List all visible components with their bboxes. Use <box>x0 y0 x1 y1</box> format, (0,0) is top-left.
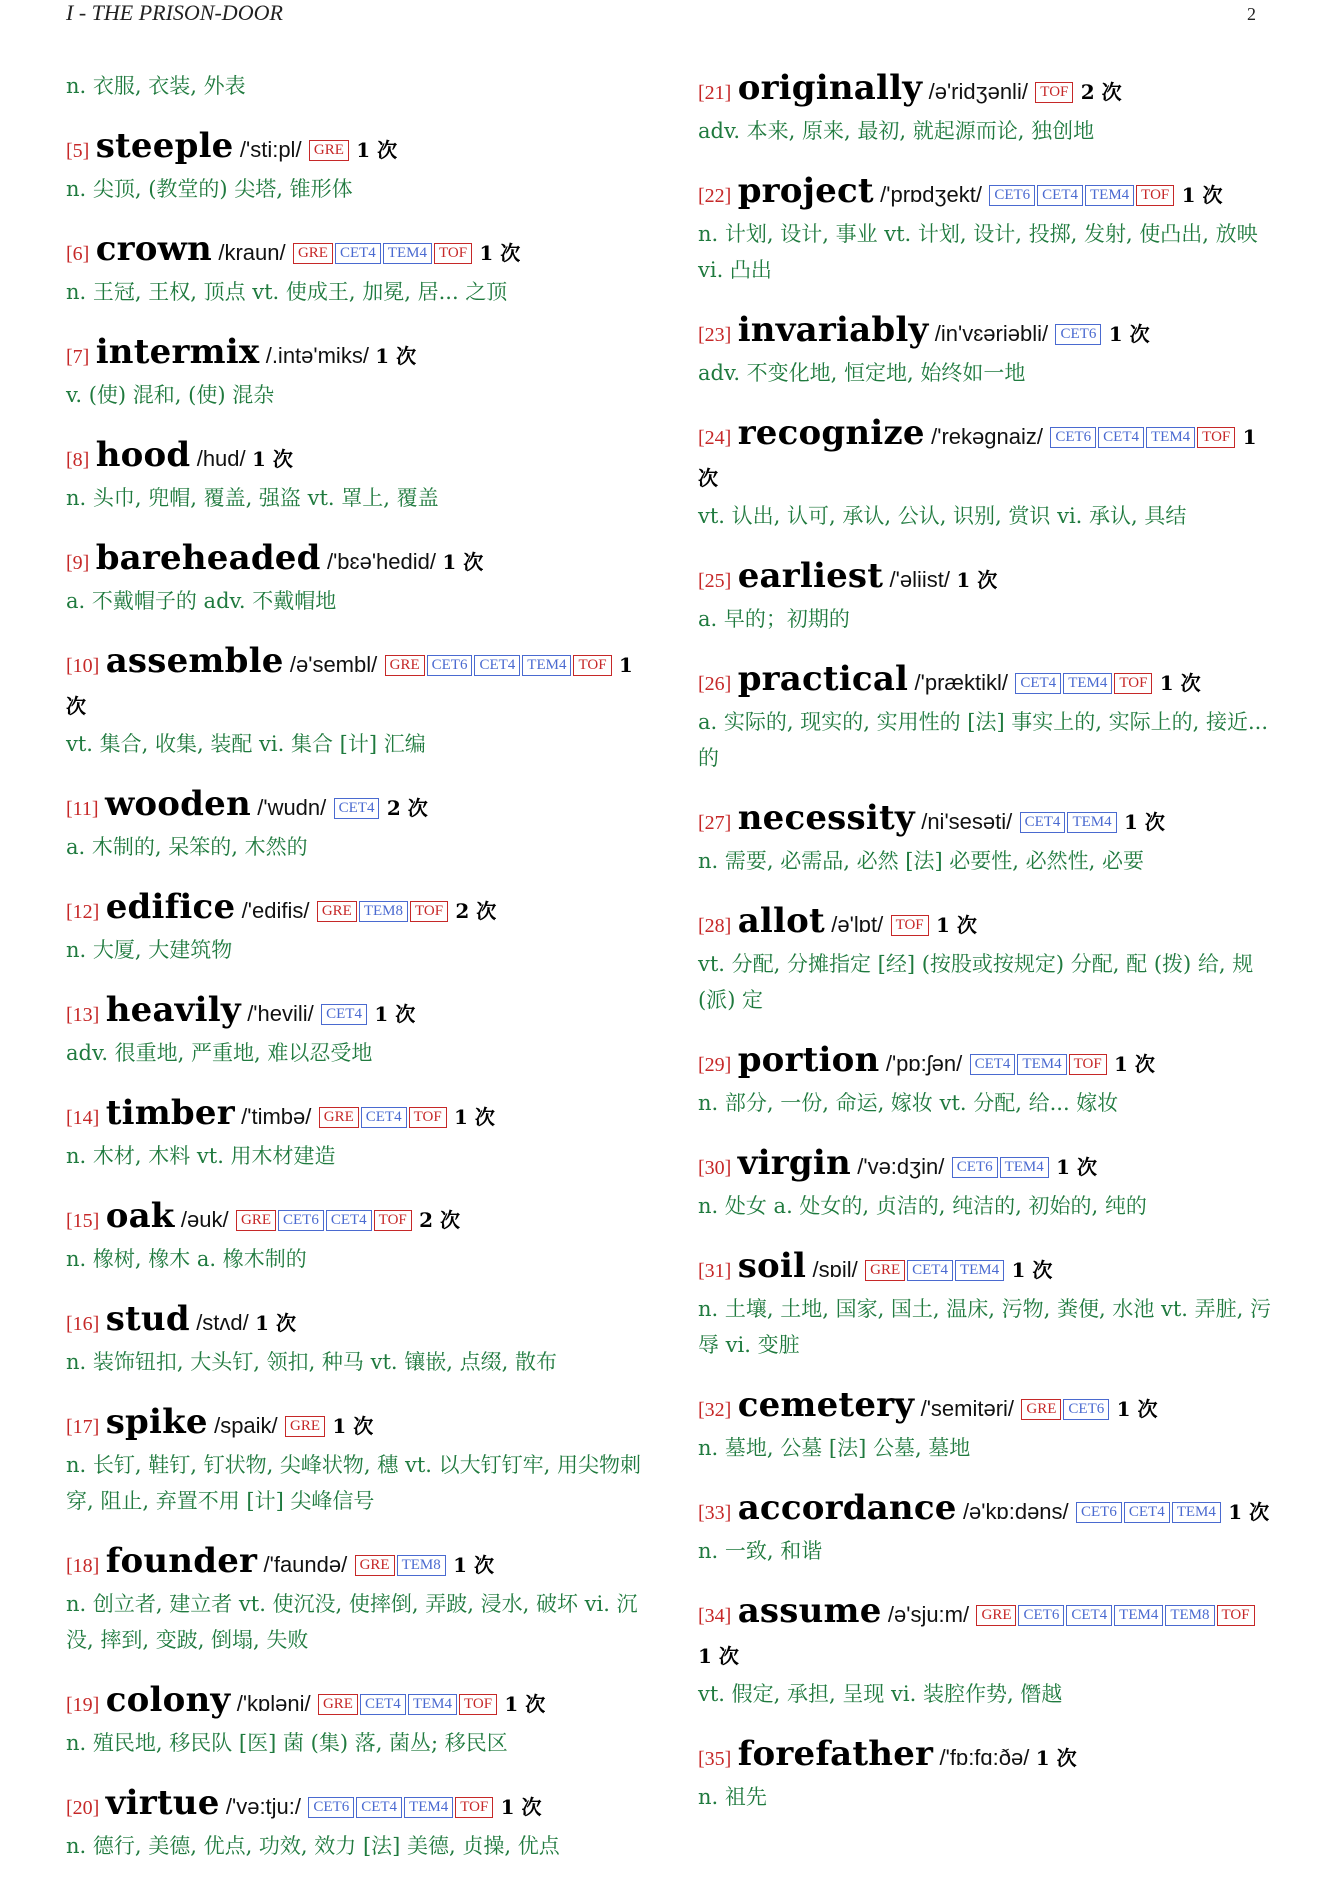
entry-phonetic: /stʌd/ <box>196 1310 249 1335</box>
entry-phonetic: /'wudn/ <box>257 795 327 820</box>
entry-phonetic: /'præktikl/ <box>914 670 1008 695</box>
entry-number: [18] <box>66 1555 100 1577</box>
exam-tag-badge: GRE <box>355 1555 395 1576</box>
entry-headline <box>698 171 1272 216</box>
entry-headline <box>66 126 646 171</box>
entry-number: [33] <box>698 1502 732 1524</box>
entry-frequency: 1 次 <box>698 425 1257 490</box>
entry-word: earliest <box>737 556 884 596</box>
exam-tag-badge: CET4 <box>334 798 380 819</box>
entry-phonetic: /.intə'miks/ <box>265 343 369 368</box>
entry-definition: n. 创立者, 建立者 vt. 使沉没, 使摔倒, 弄跛, 浸水, 破坏 vi. 沉没, 摔到, 变跛, 倒塌, 失败 <box>66 1592 638 1652</box>
vocab-entry <box>66 229 646 310</box>
exam-tag-badge: CET6 <box>1055 324 1101 345</box>
entry-headline <box>66 1541 646 1586</box>
entry-frequency: 1 次 <box>1114 1052 1155 1076</box>
entry-definition: a. 早的；初期的 <box>698 607 850 631</box>
entry-definition: n. 殖民地, 移民队 [医] 菌 (集) 落, 菌丛; 移民区 <box>66 1731 508 1755</box>
entry-definition: n. 处女 a. 处女的, 贞洁的, 纯洁的, 初始的, 纯的 <box>698 1194 1147 1218</box>
entry-definition: n. 王冠, 王权, 顶点 vt. 使成王, 加冕, 居... 之顶 <box>66 280 508 304</box>
entry-frequency: 2 次 <box>419 1208 460 1232</box>
entry-phonetic: /'fɒ:fɑ:ðə/ <box>939 1745 1030 1770</box>
vocab-entry <box>66 1196 646 1277</box>
exam-tag-badge: TEM4 <box>1063 673 1112 694</box>
left-column <box>66 68 646 1886</box>
entry-frequency: 1 次 <box>374 1002 416 1026</box>
entry-phonetic: /'timbə/ <box>241 1104 312 1129</box>
entry-headline <box>698 1591 1272 1676</box>
entry-definition: a. 实际的, 现实的, 实用性的 [法] 事实上的, 实际上的, 接近... 的 <box>698 710 1269 770</box>
entry-frequency: 1 次 <box>956 568 998 592</box>
vocab-entry <box>698 310 1272 391</box>
entry-headline <box>698 901 1272 946</box>
entry-phonetic: /'əliist/ <box>889 567 950 592</box>
entry-frequency: 1 次 <box>453 1553 495 1577</box>
exam-tag-badge: CET4 <box>1124 1502 1170 1523</box>
entry-word: practical <box>737 659 909 699</box>
entry-frequency: 1 次 <box>479 241 521 265</box>
entry-definition: n. 需要, 必需品, 必然 [法] 必要性, 必然性, 必要 <box>698 849 1145 873</box>
page-header <box>66 0 1256 30</box>
entry-headline <box>66 1680 646 1725</box>
entry-number: [32] <box>698 1399 732 1421</box>
entry-phonetic: /kraun/ <box>218 240 286 265</box>
entry-frequency: 1 次 <box>1116 1397 1158 1421</box>
vocab-entry <box>698 556 1272 637</box>
vocab-entry <box>698 171 1272 288</box>
exam-tag-badge: CET4 <box>360 1694 406 1715</box>
entry-frequency: 1 次 <box>1056 1155 1097 1179</box>
entry-phonetic: /'və:tju:/ <box>225 1794 302 1819</box>
entry-headline <box>698 413 1272 498</box>
exam-tag-badge: TOF <box>434 243 472 264</box>
entry-number: [25] <box>698 570 732 592</box>
exam-tag-badge: CET4 <box>1066 1605 1112 1626</box>
vocab-entry <box>66 538 646 619</box>
entry-word: heavily <box>105 990 241 1030</box>
exam-tag-badge: TOF <box>1197 427 1235 448</box>
entry-frequency: 1 次 <box>66 653 633 718</box>
entry-number: [30] <box>698 1157 732 1179</box>
vocab-entry <box>66 641 646 762</box>
exam-tag-badge: CET4 <box>321 1004 367 1025</box>
vocab-entry <box>66 126 646 207</box>
exam-tag-badge: TOF <box>455 1797 493 1818</box>
entry-definition: n. 头巾, 兜帽, 覆盖, 强盗 vt. 罩上, 覆盖 <box>66 486 439 510</box>
entry-frequency: 2 次 <box>386 796 428 820</box>
entry-headline <box>698 798 1272 843</box>
entry-definition: vt. 集合, 收集, 装配 vi. 集合 [计] 汇编 <box>66 732 426 756</box>
entry-word: project <box>737 171 874 211</box>
exam-tag-badge: CET4 <box>361 1107 407 1128</box>
entry-headline <box>66 1196 646 1241</box>
vocab-entry <box>66 332 646 413</box>
exam-tag-badge: GRE <box>865 1260 905 1281</box>
entry-phonetic: /ə'lɒt/ <box>831 912 884 937</box>
entry-frequency: 1 次 <box>1123 810 1165 834</box>
entry-frequency: 1 次 <box>255 1311 297 1335</box>
exam-tag-badge: CET6 <box>952 1157 998 1178</box>
entry-number: [19] <box>66 1694 100 1716</box>
chapter-title: I - THE PRISON-DOOR <box>66 0 283 25</box>
entry-number: [7] <box>66 346 90 368</box>
entry-phonetic: /spaik/ <box>214 1413 278 1438</box>
entry-word: wooden <box>104 784 251 824</box>
entry-phonetic: /'prɒdʒekt/ <box>880 182 982 207</box>
exam-tag-badge: GRE <box>317 901 357 922</box>
entry-number: [34] <box>698 1605 732 1627</box>
entry-headline <box>698 310 1272 355</box>
entry-number: [12] <box>66 901 100 923</box>
vocab-entry <box>66 1541 646 1658</box>
exam-tag-badge: GRE <box>285 1416 325 1437</box>
exam-tag-badge: GRE <box>293 243 333 264</box>
entry-phonetic: /'faundə/ <box>263 1552 348 1577</box>
entry-definition: vt. 假定, 承担, 呈现 vi. 装腔作势, 僭越 <box>698 1682 1063 1706</box>
entry-phonetic: /in'vɛəriəbli/ <box>934 321 1049 346</box>
entry-headline <box>698 1385 1272 1430</box>
entry-number: [13] <box>66 1004 100 1026</box>
exam-tag-badge: TEM8 <box>1165 1605 1214 1626</box>
entry-word: stud <box>105 1299 190 1339</box>
exam-tag-badge: TOF <box>459 1694 497 1715</box>
exam-tag-badge: CET6 <box>278 1210 324 1231</box>
entry-frequency: 1 次 <box>454 1105 495 1129</box>
entry-definition: n. 橡树, 橡木 a. 橡木制的 <box>66 1247 307 1271</box>
entry-definition: adv. 很重地, 严重地, 难以忍受地 <box>66 1041 373 1065</box>
entry-word: spike <box>105 1402 208 1442</box>
entry-phonetic: /əuk/ <box>180 1207 229 1232</box>
entry-headline <box>66 435 646 480</box>
exam-tag-badge: GRE <box>1021 1399 1061 1420</box>
entry-headline <box>698 1143 1272 1188</box>
exam-tag-badge: CET4 <box>1015 673 1061 694</box>
entry-frequency: 2 次 <box>1080 80 1122 104</box>
entry-phonetic: /ə'kɒ:dəns/ <box>962 1499 1069 1524</box>
exam-tag-badge: TEM4 <box>408 1694 457 1715</box>
exam-tag-badge: TEM4 <box>1000 1157 1049 1178</box>
entry-definition: n. 计划, 设计, 事业 vt. 计划, 设计, 投掷, 发射, 使凸出, 放映 vi. 凸出 <box>698 222 1258 282</box>
exam-tag-badge: TEM4 <box>955 1260 1004 1281</box>
entry-definition: n. 衣服, 衣装, 外表 <box>66 74 246 98</box>
entry-number: [15] <box>66 1210 100 1232</box>
entry-definition: n. 长钉, 鞋钉, 钉状物, 尖峰状物, 穗 vt. 以大钉钉牢, 用尖物刺穿, 阻止, 弃置不用 [计] 尖峰信号 <box>66 1453 641 1513</box>
exam-tag-badge: TOF <box>1069 1054 1107 1075</box>
entry-word: soil <box>737 1246 807 1286</box>
entry-word: virgin <box>737 1143 851 1183</box>
exam-tag-badge: GRE <box>236 1210 276 1231</box>
entry-definition: a. 木制的, 呆笨的, 木然的 <box>66 835 308 859</box>
exam-tag-badge: GRE <box>309 140 349 161</box>
exam-tag-badge: CET4 <box>1020 812 1066 833</box>
exam-tag-badge: CET6 <box>1076 1502 1122 1523</box>
entry-word: originally <box>737 68 923 108</box>
entry-headline <box>698 659 1272 704</box>
exam-tag-badge: CET4 <box>356 1797 402 1818</box>
entry-frequency: 1 次 <box>504 1692 546 1716</box>
entry-word: founder <box>105 1541 258 1581</box>
exam-tag-badge: TOF <box>891 915 929 936</box>
entry-headline <box>698 1040 1272 1085</box>
entry-word: bareheaded <box>95 538 321 578</box>
entry-frequency: 1 次 <box>1035 1746 1077 1770</box>
exam-tag-badge: CET4 <box>326 1210 372 1231</box>
entry-definition: vt. 分配, 分摊指定 [经] (按股或按规定) 分配, 配 (拨) 给, 规 (派) 定 <box>698 952 1254 1012</box>
right-column <box>698 68 1272 1837</box>
vocab-entry <box>698 659 1272 776</box>
entry-frequency: 1 次 <box>500 1795 542 1819</box>
entry-number: [14] <box>66 1107 100 1129</box>
entry-word: colony <box>105 1680 231 1720</box>
entry-headline <box>66 1093 646 1138</box>
entry-definition: a. 不戴帽子的 adv. 不戴帽地 <box>66 589 337 613</box>
vocab-entry <box>66 1402 646 1519</box>
vocab-entry <box>698 68 1272 149</box>
entry-number: [10] <box>66 655 100 677</box>
entry-phonetic: /'edifis/ <box>241 898 310 923</box>
entry-frequency: 1 次 <box>332 1414 374 1438</box>
entry-number: [8] <box>66 449 90 471</box>
exam-tag-badge: TEM4 <box>522 655 571 676</box>
entry-headline <box>698 1734 1272 1779</box>
entry-phonetic: /'kɒləni/ <box>236 1691 311 1716</box>
entry-headline <box>66 229 646 274</box>
entry-definition: n. 土壤, 土地, 国家, 国土, 温床, 污物, 粪便, 水池 vt. 弄脏, 污辱 vi. 变脏 <box>698 1297 1272 1357</box>
entry-phonetic: /'və:dʒin/ <box>857 1154 945 1179</box>
entry-number: [31] <box>698 1260 732 1282</box>
entry-definition: n. 木材, 木料 vt. 用木材建造 <box>66 1144 336 1168</box>
exam-tag-badge: GRE <box>319 1107 359 1128</box>
entry-headline <box>66 1783 646 1828</box>
entry-number: [11] <box>66 798 99 820</box>
entry-phonetic: /ə'sembl/ <box>289 652 378 677</box>
entry-headline <box>66 887 646 932</box>
exam-tag-badge: TEM4 <box>1067 812 1116 833</box>
exam-tag-badge: CET4 <box>907 1260 953 1281</box>
entry-word: portion <box>737 1040 880 1080</box>
exam-tag-badge: TEM4 <box>1085 185 1134 206</box>
exam-tag-badge: CET4 <box>970 1054 1016 1075</box>
entry-phonetic: /'sti:pl/ <box>239 137 302 162</box>
exam-tag-badge: CET6 <box>308 1797 354 1818</box>
entry-number: [35] <box>698 1748 732 1770</box>
exam-tag-badge: TEM4 <box>1017 1054 1066 1075</box>
vocab-entry <box>698 1246 1272 1363</box>
entry-headline <box>66 1299 646 1344</box>
entry-frequency: 1 次 <box>442 550 484 574</box>
entry-headline <box>66 641 646 726</box>
exam-tag-badge: CET6 <box>1063 1399 1109 1420</box>
entry-frequency: 1 次 <box>375 344 417 368</box>
entry-word: recognize <box>737 413 925 453</box>
entry-word: intermix <box>95 332 260 372</box>
entry-definition: n. 一致, 和谐 <box>698 1539 823 1563</box>
exam-tag-badge: TOF <box>409 1107 447 1128</box>
entry-word: virtue <box>105 1783 220 1823</box>
vocab-entry <box>698 901 1272 1018</box>
exam-tag-badge: CET6 <box>1018 1605 1064 1626</box>
entry-frequency: 1 次 <box>698 1644 739 1668</box>
exam-tag-badge: CET6 <box>1050 427 1096 448</box>
entry-definition: n. 祖先 <box>698 1785 767 1809</box>
entry-headline <box>66 538 646 583</box>
entry-headline <box>66 332 646 377</box>
entry-headline <box>698 1488 1272 1533</box>
entry-definition: adv. 不变化地, 恒定地, 始终如一地 <box>698 361 1026 385</box>
exam-tag-badge: TEM4 <box>404 1797 453 1818</box>
exam-tag-badge: TEM4 <box>1114 1605 1163 1626</box>
entry-phonetic: /ə'sju:m/ <box>887 1602 970 1627</box>
exam-tag-badge: TOF <box>1114 673 1152 694</box>
entry-headline <box>698 68 1272 113</box>
vocab-entry <box>66 1783 646 1864</box>
entry-frequency: 1 次 <box>356 138 398 162</box>
entry-definition: n. 装饰钮扣, 大头钉, 领扣, 种马 vt. 镶嵌, 点缀, 散布 <box>66 1350 557 1374</box>
exam-tag-badge: CET6 <box>989 185 1035 206</box>
entry-definition: n. 墓地, 公墓 [法] 公墓, 墓地 <box>698 1436 971 1460</box>
exam-tag-badge: GRE <box>318 1694 358 1715</box>
exam-tag-badge: CET6 <box>427 655 473 676</box>
exam-tag-badge: CET4 <box>1037 185 1083 206</box>
entry-frequency: 1 次 <box>1181 183 1223 207</box>
vocab-entry <box>698 1143 1272 1224</box>
vocab-entry <box>66 435 646 516</box>
entry-number: [22] <box>698 185 732 207</box>
vocab-entry <box>66 1299 646 1380</box>
entry-phonetic: /'rekəgnaiz/ <box>931 424 1043 449</box>
entry-word: cemetery <box>737 1385 915 1425</box>
vocab-entry <box>698 1488 1272 1569</box>
exam-tag-badge: TOF <box>1035 82 1073 103</box>
exam-tag-badge: TEM4 <box>1172 1502 1221 1523</box>
entry-number: [16] <box>66 1313 100 1335</box>
entry-definition: n. 大厦, 大建筑物 <box>66 938 233 962</box>
vocab-entry <box>698 798 1272 879</box>
entry-phonetic: /ə'ridʒənli/ <box>928 79 1028 104</box>
entry-phonetic: /sɒil/ <box>812 1257 858 1282</box>
vocab-entry <box>698 1040 1272 1121</box>
entry-phonetic: /ni'sesəti/ <box>921 809 1013 834</box>
vocab-entry <box>66 1680 646 1761</box>
vocab-entry <box>698 1591 1272 1712</box>
vocab-entry <box>66 784 646 865</box>
entry-number: [20] <box>66 1797 100 1819</box>
entry-number: [28] <box>698 915 732 937</box>
exam-tag-badge: GRE <box>976 1605 1016 1626</box>
entry-number: [17] <box>66 1416 100 1438</box>
entry-headline <box>698 1246 1272 1291</box>
entry-number: [24] <box>698 427 732 449</box>
entry-word: forefather <box>737 1734 934 1774</box>
entry-headline <box>66 784 646 829</box>
entry-phonetic: /'hevili/ <box>247 1001 314 1026</box>
entry-word: edifice <box>105 887 236 927</box>
entry-phonetic: /'semitəri/ <box>920 1396 1015 1421</box>
exam-tag-badge: TEM8 <box>397 1555 446 1576</box>
entry-number: [5] <box>66 140 90 162</box>
entry-number: [21] <box>698 82 732 104</box>
entry-frequency: 1 次 <box>1159 671 1201 695</box>
entry-frequency: 1 次 <box>936 913 977 937</box>
entry-phonetic: /'pɒ:ʃən/ <box>885 1051 963 1076</box>
entry-continued <box>66 68 646 104</box>
entry-word: assemble <box>105 641 284 681</box>
exam-tag-badge: TOF <box>1217 1605 1255 1626</box>
entry-number: [9] <box>66 552 90 574</box>
entry-definition: n. 部分, 一份, 命运, 嫁妆 vt. 分配, 给... 嫁妆 <box>698 1091 1119 1115</box>
entry-definition: n. 德行, 美德, 优点, 功效, 效力 [法] 美德, 贞操, 优点 <box>66 1834 560 1858</box>
exam-tag-badge: CET4 <box>1098 427 1144 448</box>
entry-frequency: 2 次 <box>455 899 497 923</box>
vocab-entry <box>698 1385 1272 1466</box>
entry-number: [6] <box>66 243 90 265</box>
vocab-entry <box>66 990 646 1071</box>
entry-word: allot <box>737 901 825 941</box>
entry-phonetic: /hud/ <box>196 446 246 471</box>
exam-tag-badge: TOF <box>374 1210 412 1231</box>
exam-tag-badge: GRE <box>385 655 425 676</box>
exam-tag-badge: CET4 <box>474 655 520 676</box>
entry-number: [23] <box>698 324 732 346</box>
entry-phonetic: /'bɛə'hedid/ <box>326 549 436 574</box>
page-number: 2 <box>1247 4 1256 24</box>
entry-definition: v. (使) 混和, (使) 混杂 <box>66 383 275 407</box>
exam-tag-badge: TOF <box>573 655 611 676</box>
exam-tag-badge: TEM4 <box>383 243 432 264</box>
vocab-entry <box>66 1093 646 1174</box>
entry-word: timber <box>105 1093 235 1133</box>
vocab-entry <box>698 1734 1272 1815</box>
entry-number: [29] <box>698 1054 732 1076</box>
entry-headline <box>66 990 646 1035</box>
entry-definition: vt. 认出, 认可, 承认, 公认, 识别, 赏识 vi. 承认, 具结 <box>698 504 1187 528</box>
entry-frequency: 1 次 <box>1011 1258 1053 1282</box>
entry-number: [26] <box>698 673 732 695</box>
entry-frequency: 1 次 <box>252 447 293 471</box>
entry-word: hood <box>95 435 191 475</box>
entry-headline <box>698 556 1272 601</box>
vocab-entry <box>66 887 646 968</box>
exam-tag-badge: TOF <box>1136 185 1174 206</box>
entry-frequency: 1 次 <box>1108 322 1150 346</box>
exam-tag-badge: TEM4 <box>1146 427 1195 448</box>
exam-tag-badge: TOF <box>410 901 448 922</box>
exam-tag-badge: CET4 <box>335 243 381 264</box>
exam-tag-badge: TEM8 <box>359 901 408 922</box>
entry-headline <box>66 1402 646 1447</box>
entry-number: [27] <box>698 812 732 834</box>
entry-word: steeple <box>95 126 234 166</box>
entry-definition: n. 尖顶, (教堂的) 尖塔, 锥形体 <box>66 177 353 201</box>
entry-word: invariably <box>737 310 929 350</box>
entry-word: oak <box>105 1196 175 1236</box>
entry-word: crown <box>95 229 212 269</box>
entry-frequency: 1 次 <box>1228 1500 1270 1524</box>
vocab-entry <box>698 413 1272 534</box>
entry-word: assume <box>737 1591 882 1631</box>
entry-word: necessity <box>737 798 915 838</box>
entry-word: accordance <box>737 1488 957 1528</box>
entry-definition: adv. 本来, 原来, 最初, 就起源而论, 独创地 <box>698 119 1095 143</box>
